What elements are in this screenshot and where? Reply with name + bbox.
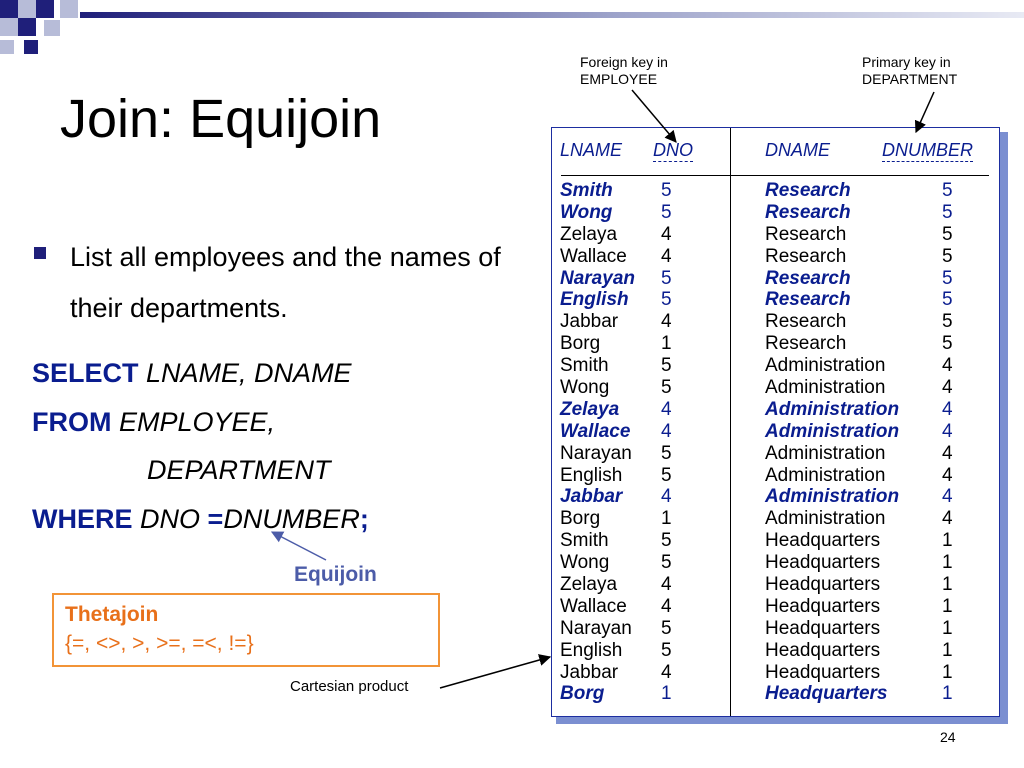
sql-from-table-1: EMPLOYEE, [119, 407, 276, 437]
cell-dnumber: 5 [942, 311, 953, 333]
cell-dname: Administration [765, 420, 900, 442]
cell-dno: 4 [661, 245, 672, 267]
page-number: 24 [940, 729, 956, 745]
cell-dno: 5 [661, 442, 672, 464]
cell-dnumber: 4 [942, 464, 953, 486]
equijoin-arrow [272, 532, 326, 560]
bullet-text: List all employees and the names of their departments. [70, 242, 501, 323]
cell-dnumber: 5 [942, 245, 953, 267]
header-dno: DNO [653, 140, 693, 160]
cell-dno: 4 [661, 420, 672, 442]
cell-lname: Wallace [560, 420, 631, 442]
cell-dnumber: 5 [942, 333, 953, 355]
cell-dname: Research [765, 311, 847, 333]
cell-dnumber: 1 [942, 683, 953, 705]
cell-lname: Zelaya [560, 223, 618, 245]
cell-dnumber: 1 [942, 595, 953, 617]
primary-key-arrow [916, 92, 934, 132]
cell-dname: Headquarters [765, 595, 881, 617]
cell-dnumber: 4 [942, 398, 953, 420]
cell-dnumber: 4 [942, 355, 953, 377]
cell-dname: Research [765, 223, 847, 245]
cell-dno: 4 [661, 223, 672, 245]
foreign-key-arrow [632, 90, 676, 142]
cell-lname: Narayan [560, 442, 632, 464]
sql-terminator: ; [359, 504, 369, 534]
cell-lname: Smith [560, 180, 613, 201]
cell-dno: 5 [661, 464, 672, 486]
cell-dno: 1 [661, 508, 672, 530]
cell-dnumber: 5 [942, 223, 953, 245]
sql-where-right: DNUMBER [223, 504, 360, 534]
cell-lname: English [560, 464, 623, 486]
cell-lname: English [560, 639, 623, 661]
cell-lname: Narayan [560, 267, 635, 289]
cell-dname: Research [765, 180, 851, 201]
cell-dnumber: 5 [942, 201, 953, 223]
cell-lname: Jabbar [560, 486, 623, 508]
cartesian-product-label: Cartesian product [290, 678, 409, 695]
cell-dname: Headquarters [765, 661, 881, 683]
cell-dname: Research [765, 333, 847, 355]
cell-dname: Headquarters [765, 530, 881, 552]
cell-dname: Administration [765, 486, 900, 508]
cell-dno: 5 [661, 617, 672, 639]
equijoin-label: Equijoin [294, 563, 377, 586]
cell-lname: Borg [560, 683, 605, 705]
cell-lname: Borg [560, 508, 601, 530]
cell-lname: Wong [560, 377, 610, 399]
cell-dno: 4 [661, 398, 672, 420]
cell-dno: 5 [661, 377, 672, 399]
sql-where-operator: = [207, 504, 224, 534]
cell-dname: Administration [765, 464, 886, 486]
cartesian-arrow [440, 657, 550, 688]
cell-dname: Research [765, 267, 851, 289]
cell-dno: 1 [661, 683, 672, 705]
cell-dnumber: 1 [942, 574, 953, 596]
cell-lname: Borg [560, 333, 601, 355]
cell-dno: 5 [661, 552, 672, 574]
slide-title: Join: Equijoin [60, 89, 382, 149]
cell-lname: Wallace [560, 595, 627, 617]
cell-lname: Zelaya [560, 574, 618, 596]
cell-dname: Administration [765, 442, 886, 464]
cell-dno: 5 [661, 639, 672, 661]
cell-dnumber: 4 [942, 377, 953, 399]
cell-lname: Wallace [560, 245, 627, 267]
cell-dname: Research [765, 289, 851, 311]
cell-lname: Smith [560, 530, 609, 552]
cell-dno: 1 [661, 333, 672, 355]
cell-lname: Jabbar [560, 311, 619, 333]
cell-dno: 5 [661, 289, 672, 311]
header-dname: DNAME [765, 140, 831, 160]
cell-dno: 5 [661, 201, 672, 223]
cell-dname: Administration [765, 508, 886, 530]
thetajoin-title: Thetajoin [65, 603, 159, 626]
cell-dno: 5 [661, 180, 672, 201]
cell-lname: Wong [560, 552, 610, 574]
cell-dname: Headquarters [765, 617, 881, 639]
cell-dnumber: 4 [942, 486, 953, 508]
cell-dnumber: 4 [942, 442, 953, 464]
cell-dnumber: 1 [942, 552, 953, 574]
cell-dno: 4 [661, 311, 672, 333]
header-lname: LNAME [560, 140, 623, 160]
sql-select-columns: LNAME, DNAME [146, 358, 352, 388]
cell-dname: Headquarters [765, 574, 881, 596]
sql-where-keyword: WHERE [32, 504, 133, 534]
cell-dno: 5 [661, 355, 672, 377]
cell-dname: Administration [765, 355, 886, 377]
cell-dname: Headquarters [765, 552, 881, 574]
cell-dname: Research [765, 245, 847, 267]
cell-dno: 4 [661, 595, 672, 617]
cell-dname: Administration [765, 377, 886, 399]
cell-dno: 4 [661, 661, 672, 683]
sql-select-keyword: SELECT [32, 358, 139, 388]
cell-lname: Zelaya [560, 398, 620, 420]
cell-lname: Wong [560, 201, 613, 223]
cell-dname: Administration [765, 398, 900, 420]
primary-key-label: Primary key in DEPARTMENT [862, 54, 958, 87]
cell-lname: Narayan [560, 617, 632, 639]
cell-lname: Jabbar [560, 661, 619, 683]
cell-dname: Research [765, 201, 851, 223]
sql-from-table-2: DEPARTMENT [147, 455, 331, 485]
cell-dnumber: 5 [942, 289, 953, 311]
cell-dnumber: 1 [942, 530, 953, 552]
foreign-key-label: Foreign key in EMPLOYEE [580, 54, 668, 87]
cell-dnumber: 1 [942, 639, 953, 661]
sql-where-left: DNO [140, 504, 201, 534]
cell-dno: 4 [661, 574, 672, 596]
header-dnumber: DNUMBER [882, 140, 974, 160]
cell-dnumber: 1 [942, 617, 953, 639]
cell-dnumber: 1 [942, 661, 953, 683]
cell-dno: 5 [661, 267, 672, 289]
cell-lname: Smith [560, 355, 609, 377]
cell-dname: Headquarters [765, 683, 888, 705]
thetajoin-operators: {=, <>, >, >=, =<, !=} [65, 632, 254, 655]
sql-from-keyword: FROM [32, 407, 112, 437]
cell-dname: Headquarters [765, 639, 881, 661]
cell-dno: 5 [661, 530, 672, 552]
cell-dnumber: 5 [942, 267, 953, 289]
cell-dnumber: 4 [942, 420, 953, 442]
cell-dnumber: 5 [942, 180, 953, 201]
cell-dno: 4 [661, 486, 672, 508]
cell-dnumber: 4 [942, 508, 953, 530]
cell-lname: English [560, 289, 629, 311]
